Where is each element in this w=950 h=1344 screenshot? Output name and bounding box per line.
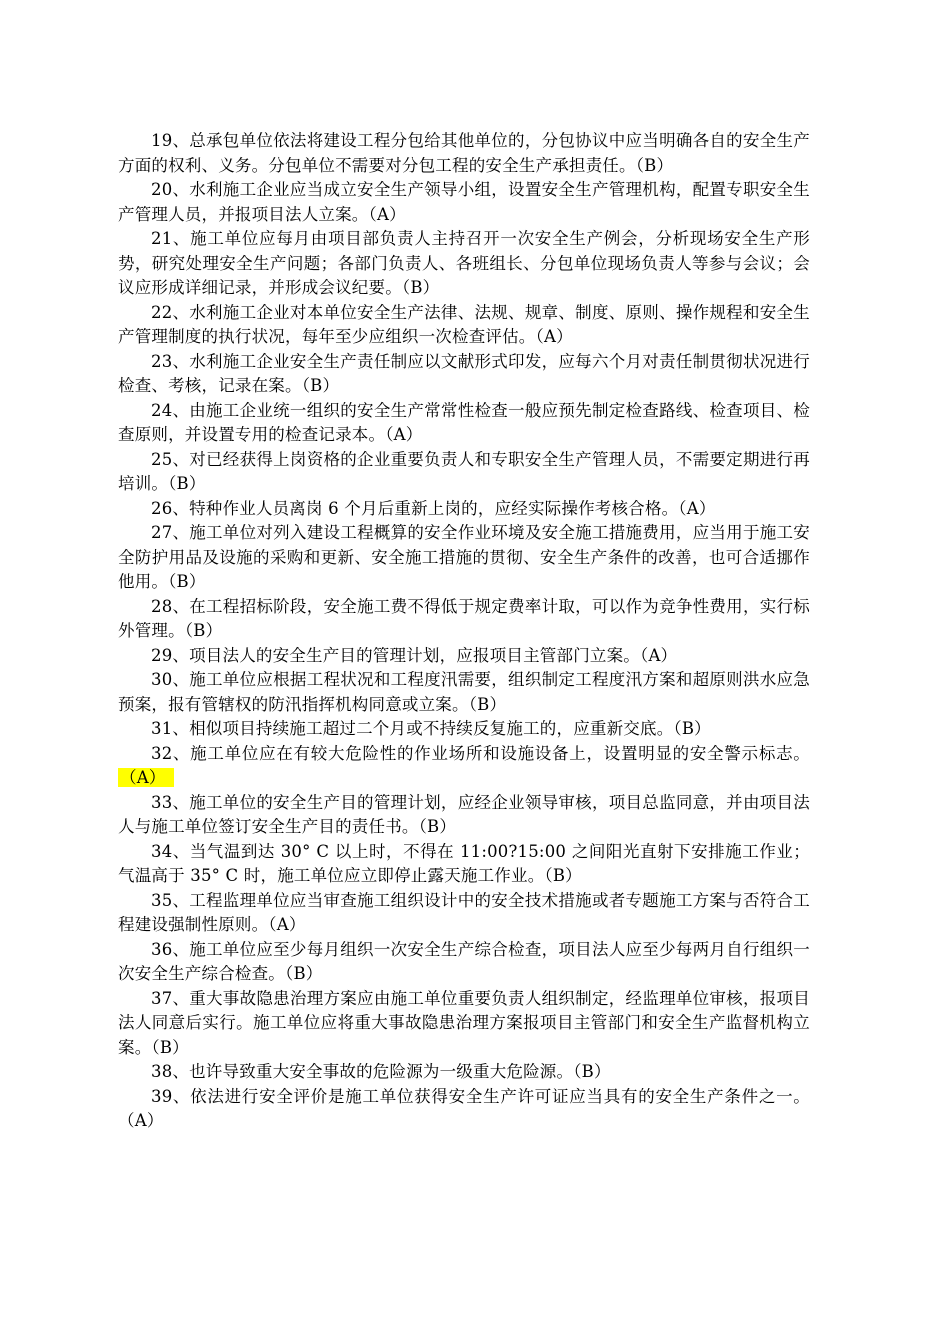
question-30 bbox=[118, 668, 810, 717]
question-text: 33、施工单位的安全生产目的管理计划，应经企业领导审核，项目总监同意，并由项目法人与施工单位签订安全生产目的责任书。（B） bbox=[118, 792, 810, 836]
question-36 bbox=[118, 938, 810, 987]
question-24 bbox=[118, 399, 810, 448]
question-text: 25、对已经获得上岗资格的企业重要负责人和专职安全生产管理人员，不需要定期进行再培训。（B） bbox=[118, 449, 810, 493]
question-34 bbox=[118, 840, 810, 889]
question-text: 19、总承包单位依法将建设工程分包给其他单位的，分包协议中应当明确各自的安全生产方面的权利、义务。分包单位不需要对分包工程的安全生产承担责任。（B） bbox=[118, 131, 810, 175]
question-text: 39、依法进行安全评价是施工单位获得安全生产许可证应当具有的安全生产条件之一。（A） bbox=[118, 1086, 810, 1130]
question-text: 32、施工单位应在有较大危险性的作业场所和设施设备上，设置明显的安全警示标志。 bbox=[151, 743, 810, 763]
question-27 bbox=[118, 521, 810, 595]
question-text: 29、项目法人的安全生产目的管理计划，应报项目主管部门立案。（A） bbox=[151, 645, 678, 665]
question-text: 27、施工单位对列入建设工程概算的安全作业环境及安全施工措施费用，应当用于施工安全防护用品及设施的采购和更新、安全施工措施的贯彻、安全生产条件的改善，也可合适挪作他用。（B） bbox=[118, 523, 810, 591]
question-37 bbox=[118, 987, 810, 1061]
question-28 bbox=[118, 595, 810, 644]
question-text: 21、施工单位应每月由项目部负责人主持召开一次安全生产例会，分析现场安全生产形势，研究处理安全生产问题；各部门负责人、各班组长、分包单位现场负责人等参与会议；会议应形成详细记录，并形成会议纪要。（B） bbox=[118, 229, 810, 297]
question-text: 24、由施工企业统一组织的安全生产常常性检查一般应预先制定检查路线、检查项目、检查原则，并设置专用的检查记录本。（A） bbox=[118, 400, 810, 444]
question-25 bbox=[118, 448, 810, 497]
question-31 bbox=[118, 717, 810, 742]
question-text: 22、水利施工企业对本单位安全生产法律、法规、规章、制度、原则、操作规程和安全生产管理制度的执行状况，每年至少应组织一次检查评估。（A） bbox=[118, 302, 810, 346]
question-23 bbox=[118, 350, 810, 399]
question-32 bbox=[118, 742, 810, 791]
question-26 bbox=[118, 497, 810, 522]
question-39 bbox=[118, 1085, 810, 1134]
question-list bbox=[118, 129, 810, 1134]
question-33 bbox=[118, 791, 810, 840]
question-text: 37、重大事故隐患治理方案应由施工单位重要负责人组织制定，经监理单位审核，报项目法人同意后实行。施工单位应将重大事故隐患治理方案报项目主管部门和安全生产监督机构立案。（B） bbox=[118, 988, 810, 1057]
question-text: 26、特种作业人员离岗 6 个月后重新上岗的，应经实际操作考核合格。（A） bbox=[151, 498, 716, 518]
question-29 bbox=[118, 644, 810, 669]
question-21 bbox=[118, 227, 810, 301]
highlighted-answer: （A） bbox=[118, 768, 174, 787]
question-20 bbox=[118, 178, 810, 227]
question-text: 20、水利施工企业应当成立安全生产领导小组，设置安全生产管理机构，配置专职安全生产管理人员，并报项目法人立案。（A） bbox=[118, 180, 810, 224]
question-text: 31、相似项目持续施工超过二个月或不持续反复施工的，应重新交底。（B） bbox=[151, 719, 711, 738]
question-35 bbox=[118, 889, 810, 938]
question-text: 30、施工单位应根据工程状况和工程度汛需要，组织制定工程度汛方案和超原则洪水应急预案，报有管辖权的防汛指挥机构同意或立案。（B） bbox=[118, 670, 810, 714]
question-text: 28、在工程招标阶段，安全施工费不得低于规定费率计取，可以作为竞争性费用，实行标外管理。（B） bbox=[118, 596, 810, 640]
question-text: 35、工程监理单位应当审查施工组织设计中的安全技术措施或者专题施工方案与否符合工程建设强制性原则。（A） bbox=[118, 890, 810, 934]
question-38 bbox=[118, 1060, 810, 1085]
question-text: 36、施工单位应至少每月组织一次安全生产综合检查，项目法人应至少每两月自行组织一次安全生产综合检查。（B） bbox=[118, 939, 810, 983]
question-text: 34、当气温到达 30° C 以上时，不得在 11:00?15:00 之间阳光直射下安排施工作业；气温高于 35° C 时，施工单位应立即停止露天施工作业。（B） bbox=[118, 841, 810, 885]
question-text: 23、水利施工企业安全生产责任制应以文献形式印发，应每六个月对责任制贯彻状况进行检查、考核，记录在案。（B） bbox=[118, 351, 810, 395]
question-19 bbox=[118, 129, 810, 178]
question-22 bbox=[118, 301, 810, 350]
question-text: 38、也许导致重大安全事故的危险源为一级重大危险源。（B） bbox=[151, 1062, 611, 1081]
